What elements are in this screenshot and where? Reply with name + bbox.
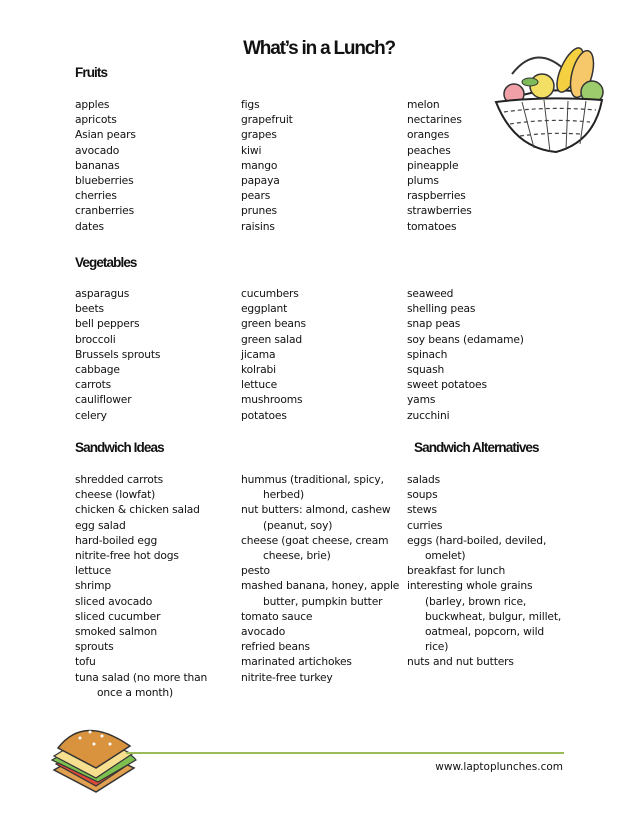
list-item: papaya [241, 174, 280, 188]
list-item-continuation: butter, pumpkin butter [263, 594, 383, 608]
vegetables-col-2 [241, 286, 401, 423]
list-item: kiwi [241, 143, 262, 157]
list-item: broccoli [75, 332, 116, 346]
list-item: marinated artichokes [241, 655, 352, 669]
list-item-continuation: (barley, brown rice, [425, 594, 527, 608]
list-item: pesto [241, 564, 270, 578]
list-item: plums [407, 174, 439, 188]
list-item-continuation: herbed) [263, 488, 305, 502]
sandwich-ideas-col-2 [241, 472, 401, 685]
list-item: bell peppers [75, 317, 140, 331]
list-item: shredded carrots [75, 473, 164, 486]
list-item: apricots [75, 113, 117, 127]
list-item: seaweed [407, 287, 454, 300]
list-item-continuation: omelet) [425, 549, 466, 563]
sandwich-ideas-col-1 [75, 472, 235, 700]
sandwich-alternatives-col [407, 472, 567, 670]
list-item: cheese (lowfat) [75, 488, 156, 502]
page-title: What’s in a Lunch? [243, 38, 395, 59]
list-item-continuation: rice) [425, 640, 449, 654]
list-item: tomatoes [407, 219, 457, 233]
list-item: mushrooms [241, 393, 303, 407]
list-item: chicken & chicken salad [75, 503, 200, 517]
fruits-col-1 [75, 97, 235, 234]
list-item: mashed banana, honey, apple [241, 579, 400, 593]
list-item: kolrabi [241, 363, 276, 377]
list-item: tomato sauce [241, 609, 313, 623]
list-item: interesting whole grains [407, 579, 533, 593]
list-item: raspberries [407, 189, 466, 203]
list-item: salads [407, 473, 441, 486]
list-item-continuation: (peanut, soy) [263, 518, 333, 532]
list-item: green salad [241, 332, 303, 346]
list-item: smoked salmon [75, 625, 157, 639]
list-item: figs [241, 98, 260, 111]
list-item: green beans [241, 317, 306, 331]
list-item: lettuce [241, 378, 278, 392]
vegetables-col-3 [407, 286, 567, 423]
vegetables-heading: Vegetables [75, 255, 137, 270]
list-item: refried beans [241, 640, 310, 654]
list-item: grapefruit [241, 113, 293, 127]
list-item: oranges [407, 128, 450, 142]
list-item: eggs (hard-boiled, deviled, [407, 533, 547, 547]
list-item: pears [241, 189, 271, 203]
list-item: cauliflower [75, 393, 132, 407]
list-item: eggplant [241, 302, 288, 316]
list-item: grapes [241, 128, 277, 142]
vegetables-col-1 [75, 286, 235, 423]
list-item: strawberries [407, 204, 472, 218]
list-item: nectarines [407, 113, 462, 127]
footer-url: www.laptoplunches.com [435, 761, 563, 773]
list-item: hummus (traditional, spicy, [241, 473, 384, 486]
list-item: shrimp [75, 579, 112, 593]
sandwich-ideas-heading: Sandwich Ideas [75, 440, 164, 455]
list-item: nuts and nut butters [407, 655, 514, 669]
fruits-heading: Fruits [75, 65, 108, 80]
list-item: Brussels sprouts [75, 347, 161, 361]
list-item-continuation: cheese, brie) [263, 549, 331, 563]
list-item: soups [407, 488, 438, 502]
list-item: spinach [407, 347, 448, 361]
list-item: zucchini [407, 408, 450, 422]
list-item: squash [407, 363, 445, 377]
fruits-col-3 [407, 97, 567, 234]
list-item: cheese (goat cheese, cream [241, 533, 389, 547]
list-item: stews [407, 503, 437, 517]
list-item: potatoes [241, 408, 287, 422]
list-item: Asian pears [75, 128, 136, 142]
list-item: cabbage [75, 363, 120, 377]
list-item: tofu [75, 655, 96, 669]
list-item: cherries [75, 189, 117, 203]
list-item: breakfast for lunch [407, 564, 506, 578]
list-item: curries [407, 518, 443, 532]
sandwich-alternatives-heading: Sandwich Alternatives [414, 440, 539, 455]
list-item: beets [75, 302, 104, 316]
list-item: blueberries [75, 174, 134, 188]
list-item: sprouts [75, 640, 114, 654]
list-item: sweet potatoes [407, 378, 487, 392]
footer-divider [126, 752, 564, 754]
list-item: nitrite-free turkey [241, 670, 333, 684]
list-item: apples [75, 98, 110, 111]
list-item: melon [407, 98, 440, 111]
list-item-continuation: oatmeal, popcorn, wild [425, 625, 545, 639]
list-item: asparagus [75, 287, 130, 300]
list-item: avocado [75, 143, 120, 157]
list-item: sliced cucumber [75, 609, 161, 623]
list-item: dates [75, 219, 104, 233]
list-item: lettuce [75, 564, 112, 578]
list-item: yams [407, 393, 436, 407]
list-item: snap peas [407, 317, 461, 331]
list-item: avocado [241, 625, 286, 639]
list-item: raisins [241, 219, 275, 233]
list-item-continuation: buckwheat, bulgur, millet, [425, 609, 562, 623]
list-item: sliced avocado [75, 594, 153, 608]
list-item: carrots [75, 378, 112, 392]
list-item: shelling peas [407, 302, 476, 316]
list-item: prunes [241, 204, 277, 218]
list-item: bananas [75, 158, 120, 172]
list-item: nitrite-free hot dogs [75, 549, 179, 563]
list-item: tuna salad (no more than [75, 670, 208, 684]
list-item: pineapple [407, 158, 459, 172]
list-item: celery [75, 408, 107, 422]
list-item: cranberries [75, 204, 135, 218]
list-item: mango [241, 158, 278, 172]
list-item: hard-boiled egg [75, 533, 158, 547]
list-item: nut butters: almond, cashew [241, 503, 391, 517]
list-item: jicama [241, 347, 276, 361]
sandwich-illustration [44, 708, 140, 804]
fruits-col-2 [241, 97, 401, 234]
list-item: egg salad [75, 518, 126, 532]
list-item: soy beans (edamame) [407, 332, 524, 346]
list-item: cucumbers [241, 287, 299, 300]
list-item-continuation: once a month) [97, 685, 174, 699]
list-item: peaches [407, 143, 451, 157]
